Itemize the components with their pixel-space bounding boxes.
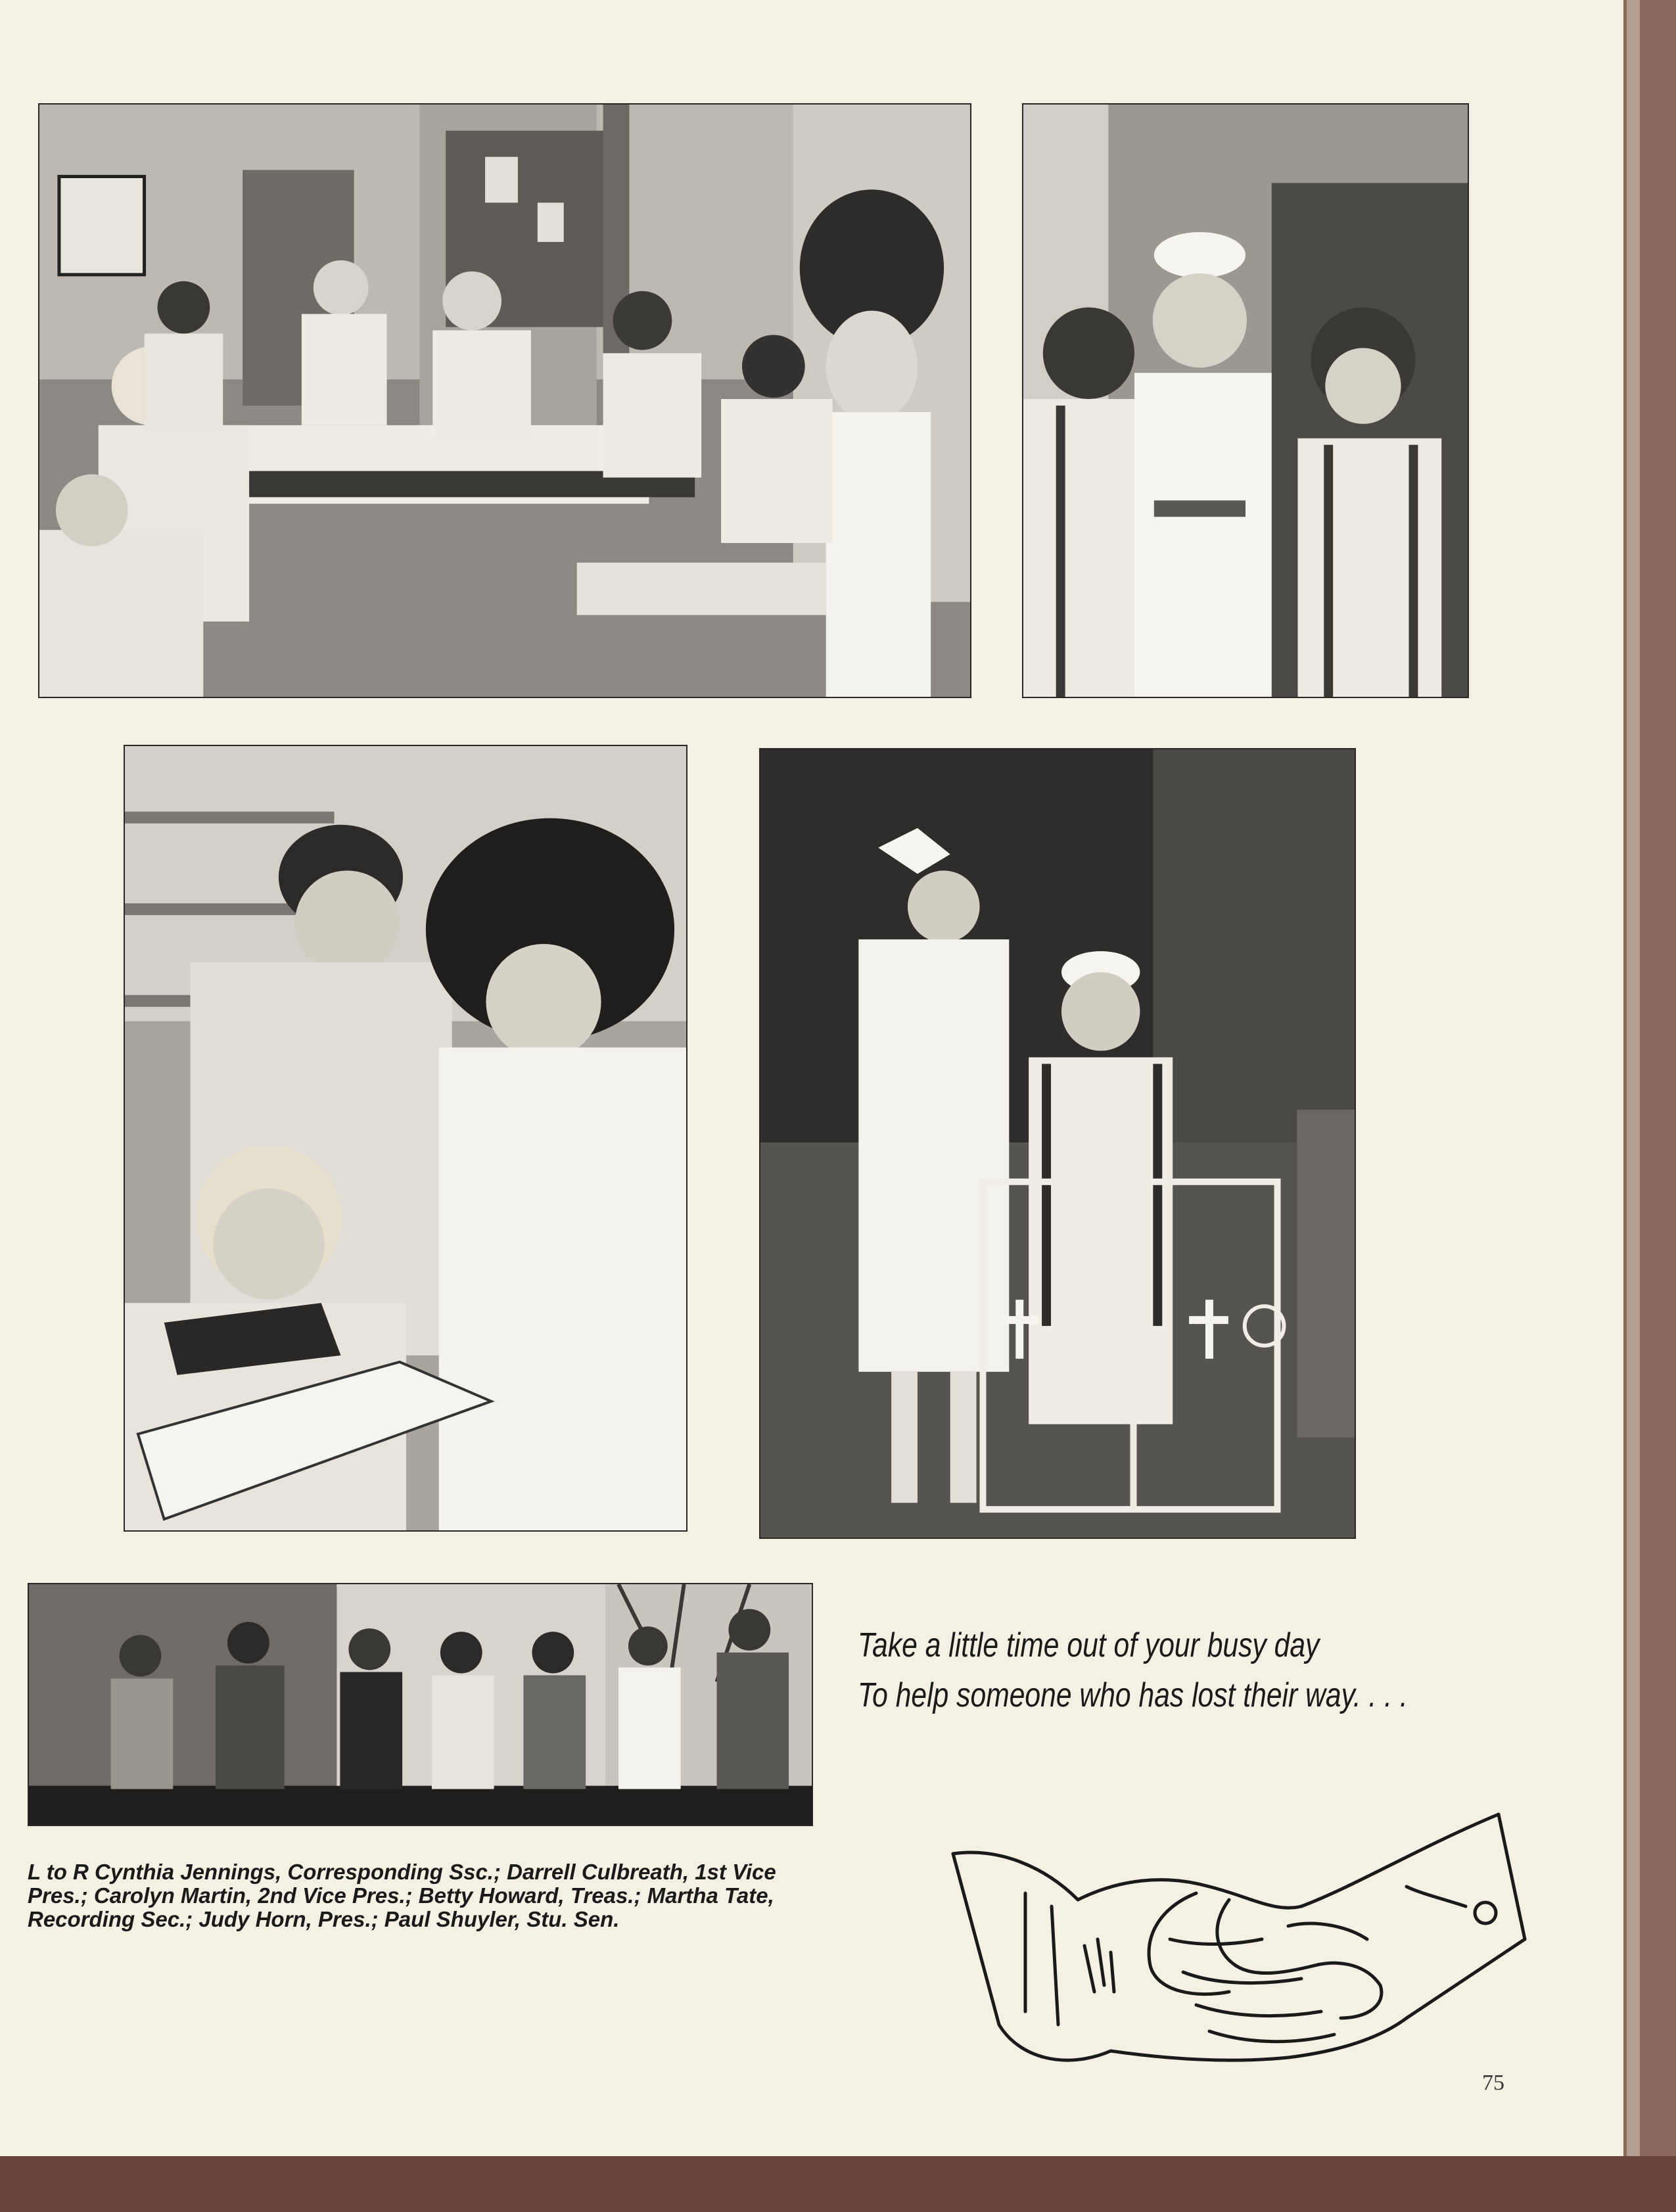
classroom-illustration [39,105,970,697]
bottom-edge [0,2156,1676,2212]
officers-caption: L to R Cynthia Jennings, Corresponding Ssc.; Darrell Culbreath, 1st Vice Pres.; Carolyn Martin, 2nd Vice Pres.; Betty Howard, Treas.; Martha Tate, Recording Sec.; Judy Horn, Pres.; Paul Shuyler, Stu. Sen. [28,1860,776,1931]
photo-officers [28,1583,813,1826]
page-number: 75 [1482,2071,1504,2095]
photo-studying [124,745,687,1532]
verse [858,1620,1408,1720]
photo-chapel [759,748,1356,1539]
studying-illustration [125,746,686,1530]
verse-line-1: Take a little time out of your busy day [858,1626,1320,1664]
binding-inner [1627,0,1640,2163]
capping-illustration [1023,105,1468,697]
handshake-drawing [946,1775,1538,2117]
chapel-illustration [760,749,1355,1538]
officers-illustration [29,1584,812,1825]
verse-line-2: To help someone who has lost their way. . . . [858,1676,1408,1714]
photo-classroom [38,103,971,698]
photo-capping [1022,103,1469,698]
